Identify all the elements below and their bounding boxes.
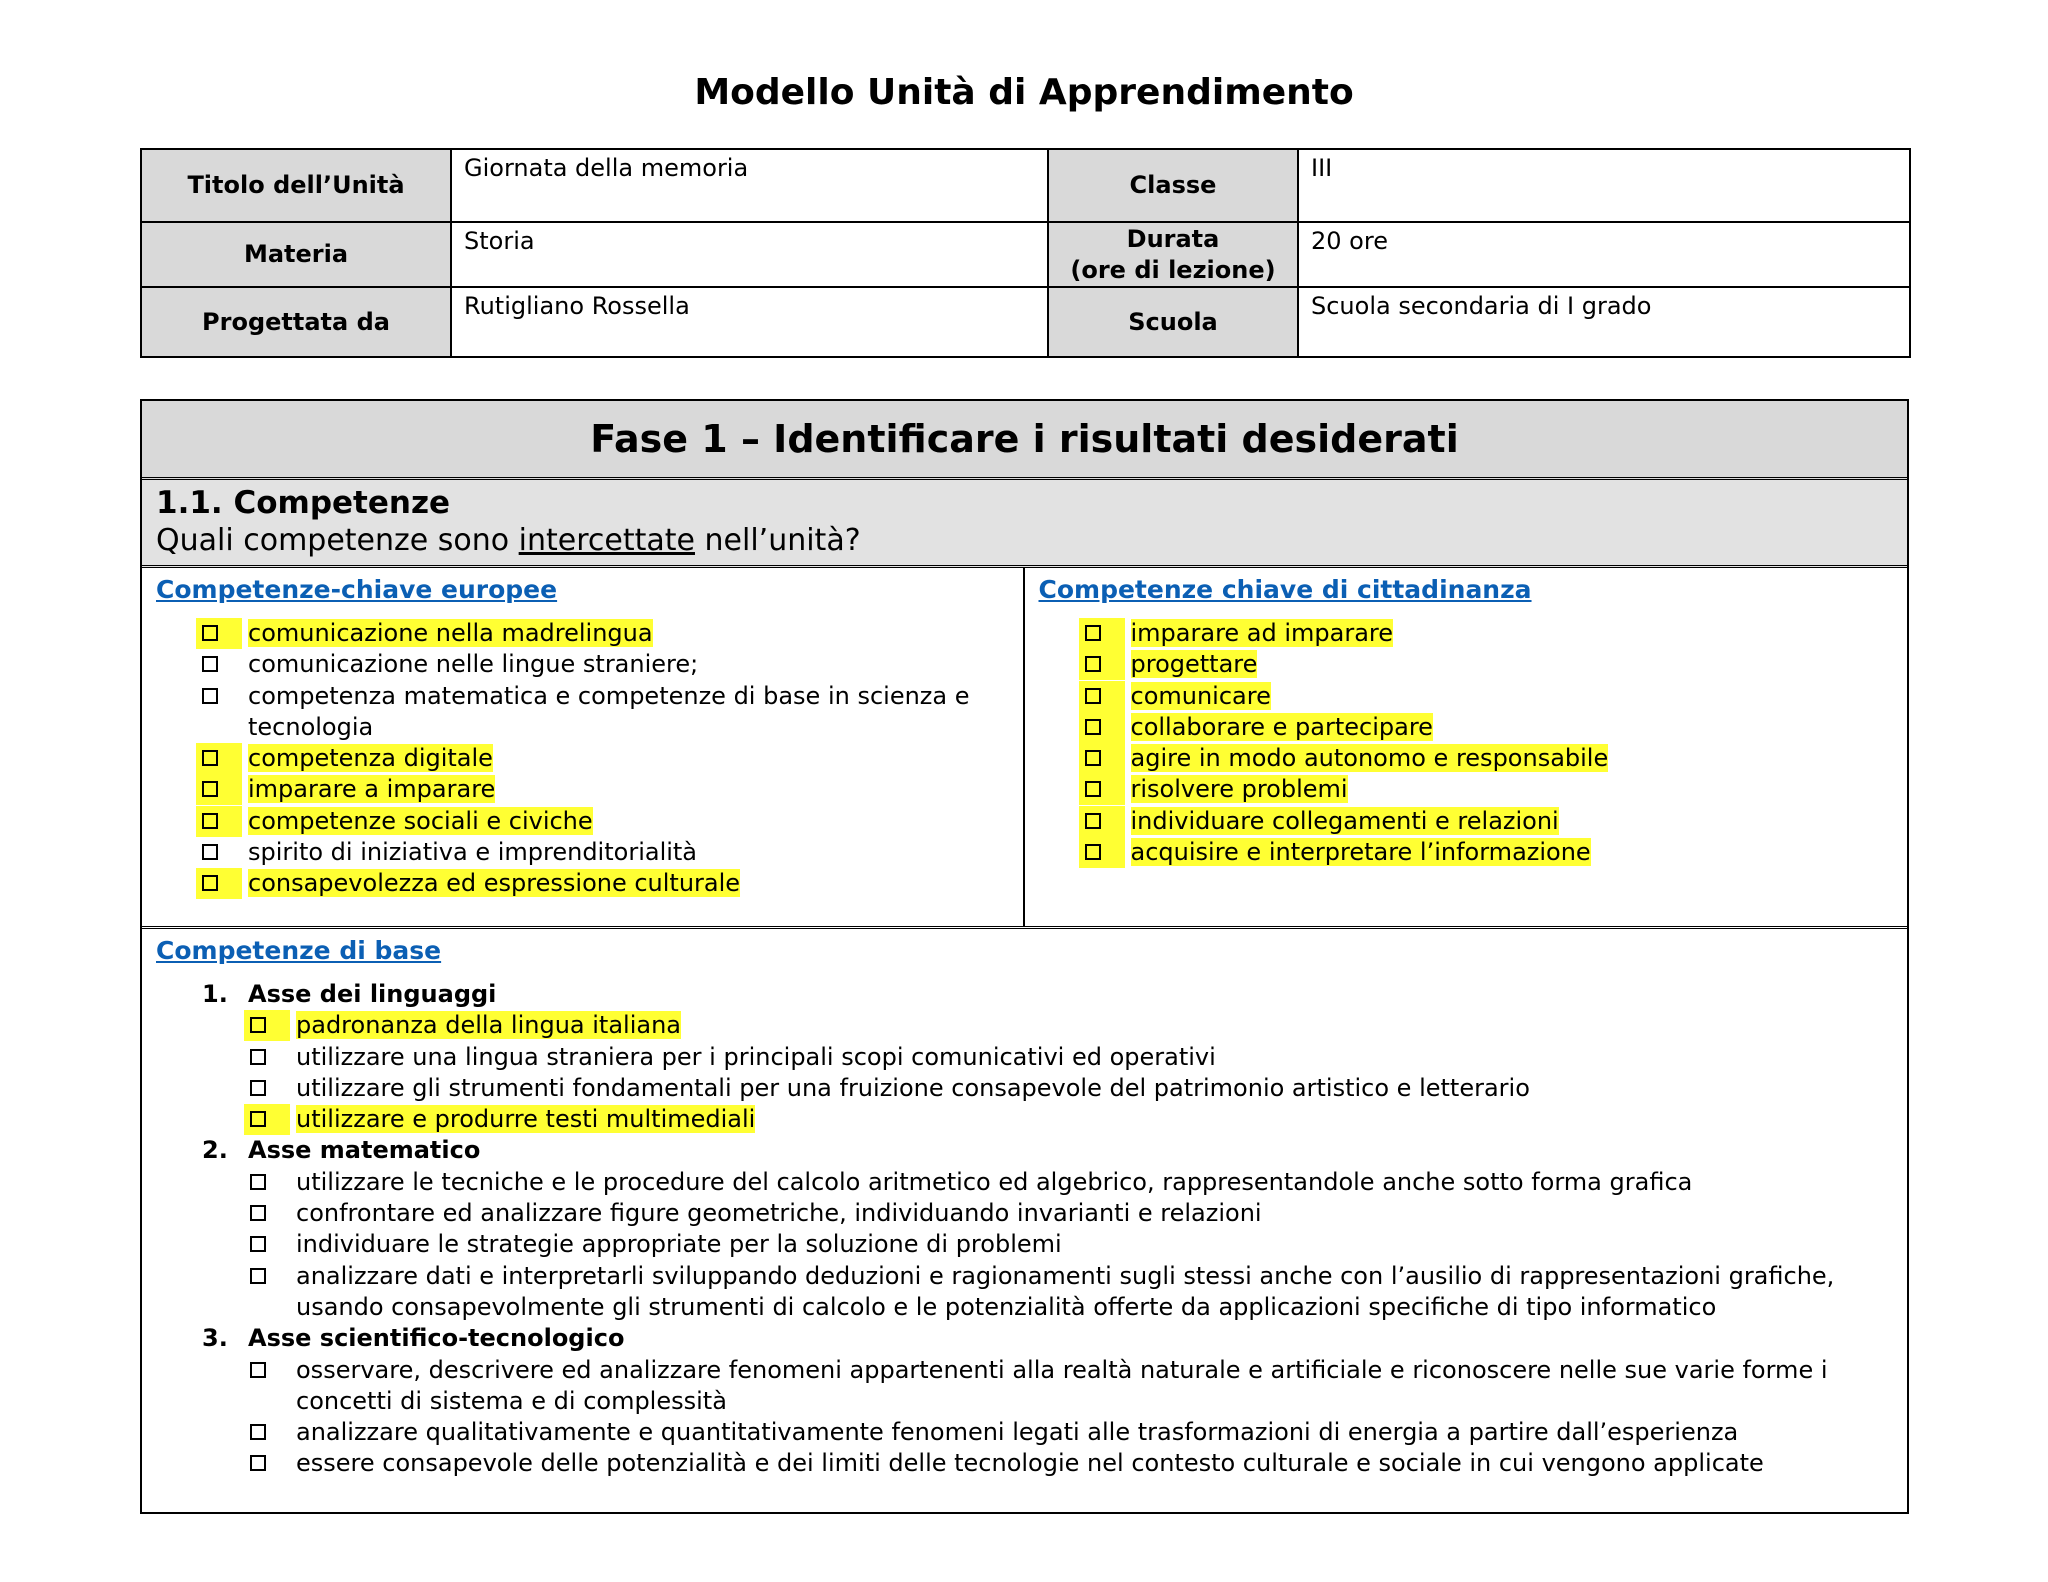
checkbox-item bbox=[250, 1417, 1893, 1448]
cittadinanza-column bbox=[1025, 568, 1908, 926]
checkbox-icon[interactable] bbox=[1085, 625, 1101, 641]
titolo-value: Giornata della memoria bbox=[451, 149, 1048, 222]
checkbox-icon[interactable] bbox=[202, 875, 218, 891]
checkbox-icon[interactable] bbox=[1085, 813, 1101, 829]
checkbox-icon[interactable] bbox=[202, 688, 218, 704]
axis-title: Asse matematico bbox=[248, 1136, 481, 1165]
checkbox-icon[interactable] bbox=[250, 1362, 266, 1378]
scuola-label: Scuola bbox=[1048, 287, 1298, 357]
document-title: Modello Unità di Apprendimento bbox=[694, 72, 1354, 113]
checkbox-label: comunicare bbox=[1130, 681, 1271, 710]
checkbox-icon[interactable] bbox=[1085, 844, 1101, 860]
checkbox-label: analizzare dati e interpretarli sviluppando deduzioni e ragionamenti sugli stessi anche con l’ausilio di rappresentazioni grafiche, usando consapevolmente gli strumenti di calcolo e le potenzialità offerte da applicazioni specifiche di tipo informatico bbox=[296, 1261, 1835, 1321]
durata-label bbox=[1048, 222, 1298, 287]
classe-value: III bbox=[1298, 149, 1910, 222]
checkbox-label: essere consapevole delle potenzialità e dei limiti delle tecnologie nel contesto culturale e sociale in cui vengono applicate bbox=[296, 1449, 1764, 1478]
checkbox-item bbox=[1085, 774, 1894, 805]
checkbox-label: utilizzare le tecniche e le procedure del calcolo aritmetico ed algebrico, rappresentandole anche sotto forma grafica bbox=[296, 1167, 1693, 1196]
checkbox-label: competenze sociali e civiche bbox=[248, 806, 593, 835]
checkbox-item bbox=[1085, 806, 1894, 837]
checkbox-label: utilizzare gli strumenti fondamentali per una fruizione consapevole del patrimonio artistico e letterario bbox=[296, 1073, 1530, 1102]
checkbox-label: competenza digitale bbox=[248, 744, 493, 773]
checkbox-item bbox=[250, 1355, 1893, 1418]
checkbox-icon[interactable] bbox=[1085, 750, 1101, 766]
checkbox-label: padronanza della lingua italiana bbox=[296, 1011, 682, 1040]
axes-list bbox=[156, 979, 1893, 1480]
checkbox-icon[interactable] bbox=[250, 1174, 266, 1190]
checkbox-icon[interactable] bbox=[250, 1455, 266, 1471]
checkbox-item bbox=[250, 1042, 1893, 1073]
checkbox-label: individuare le strategie appropriate per la soluzione di problemi bbox=[296, 1230, 1062, 1259]
scuola-value: Scuola secondaria di I grado bbox=[1298, 287, 1910, 357]
checkbox-label: utilizzare e produrre testi multimediali bbox=[296, 1105, 756, 1134]
fase-title: Fase 1 – Identificare i risultati desiderati bbox=[142, 401, 1907, 480]
checkbox-item bbox=[1085, 743, 1894, 774]
classe-label: Classe bbox=[1048, 149, 1298, 222]
checkbox-icon[interactable] bbox=[202, 844, 218, 860]
axis-sublist bbox=[202, 1010, 1893, 1135]
checkbox-item bbox=[1085, 618, 1894, 649]
axis-number: 2. bbox=[202, 1136, 228, 1165]
competenze-question bbox=[156, 522, 1893, 560]
checkbox-icon[interactable] bbox=[1085, 781, 1101, 797]
checkbox-label: spirito di iniziativa e imprenditorialità bbox=[248, 838, 698, 867]
cittadinanza-list bbox=[1039, 618, 1894, 868]
checkbox-item bbox=[1085, 681, 1894, 712]
checkbox-item bbox=[250, 1073, 1893, 1104]
checkbox-label: osservare, descrivere ed analizzare fenomeni appartenenti alla realtà naturale e artificiale e riconoscere nelle sue varie forme i concetti di sistema e di complessità bbox=[296, 1355, 1828, 1415]
competenze-chiave-row bbox=[142, 568, 1907, 929]
checkbox-icon[interactable] bbox=[250, 1080, 266, 1096]
checkbox-label: risolvere problemi bbox=[1130, 775, 1348, 804]
checkbox-item bbox=[202, 618, 1009, 649]
question-after: nell’unità? bbox=[694, 523, 861, 558]
materia-label: Materia bbox=[141, 222, 451, 287]
axis-title: Asse scientifico-tecnologico bbox=[248, 1324, 625, 1353]
checkbox-label: progettare bbox=[1130, 650, 1258, 679]
checkbox-icon[interactable] bbox=[202, 813, 218, 829]
checkbox-item bbox=[202, 868, 1009, 899]
axis-item bbox=[202, 979, 1893, 1135]
checkbox-item bbox=[1085, 837, 1894, 868]
checkbox-label: comunicazione nella madrelingua bbox=[248, 619, 653, 647]
unit-info-table bbox=[140, 148, 1911, 358]
durata-value: 20 ore bbox=[1298, 222, 1910, 287]
checkbox-icon[interactable] bbox=[1085, 719, 1101, 735]
base-title[interactable]: Competenze di base bbox=[156, 936, 442, 965]
checkbox-label: utilizzare una lingua straniera per i principali scopi comunicativi ed operativi bbox=[296, 1042, 1216, 1071]
checkbox-item bbox=[250, 1229, 1893, 1260]
checkbox-item bbox=[250, 1448, 1893, 1479]
axis-number: 1. bbox=[202, 980, 228, 1008]
checkbox-item bbox=[1085, 649, 1894, 680]
cittadinanza-title[interactable]: Competenze chiave di cittadinanza bbox=[1038, 575, 1532, 604]
checkbox-item bbox=[202, 806, 1009, 837]
checkbox-label: confrontare ed analizzare figure geometriche, individuando invarianti e relazioni bbox=[296, 1199, 1262, 1228]
checkbox-icon[interactable] bbox=[250, 1205, 266, 1221]
checkbox-label: consapevolezza ed espressione culturale bbox=[248, 869, 741, 898]
competenze-base-section bbox=[142, 929, 1907, 1486]
durata-label-line2: (ore di lezione) bbox=[1070, 255, 1276, 284]
checkbox-icon[interactable] bbox=[250, 1111, 266, 1127]
checkbox-item bbox=[202, 837, 1009, 868]
checkbox-icon[interactable] bbox=[202, 750, 218, 766]
checkbox-item bbox=[202, 774, 1009, 805]
checkbox-icon[interactable] bbox=[1085, 688, 1101, 704]
checkbox-item bbox=[202, 649, 1009, 680]
fase-frame bbox=[140, 399, 1909, 1514]
checkbox-label: acquisire e interpretare l’informazione bbox=[1130, 838, 1591, 867]
checkbox-label: analizzare qualitativamente e quantitativamente fenomeni legati alle trasformazioni di energia a partire dall’esperienza bbox=[296, 1418, 1739, 1447]
checkbox-label: agire in modo autonomo e responsabile bbox=[1130, 744, 1609, 773]
checkbox-icon[interactable] bbox=[202, 781, 218, 797]
axis-title: Asse dei linguaggi bbox=[248, 980, 497, 1008]
europee-title[interactable]: Competenze-chiave europee bbox=[156, 575, 558, 604]
checkbox-icon[interactable] bbox=[250, 1236, 266, 1252]
checkbox-item bbox=[1085, 712, 1894, 743]
europee-list bbox=[156, 618, 1009, 900]
materia-value: Storia bbox=[451, 222, 1048, 287]
checkbox-icon[interactable] bbox=[250, 1268, 266, 1284]
checkbox-label: collaborare e partecipare bbox=[1130, 712, 1433, 741]
checkbox-item bbox=[250, 1010, 1893, 1041]
checkbox-item bbox=[250, 1104, 1893, 1135]
checkbox-label: individuare collegamenti e relazioni bbox=[1130, 806, 1559, 835]
axis-item bbox=[202, 1323, 1893, 1479]
checkbox-icon[interactable] bbox=[250, 1049, 266, 1065]
durata-label-line1: Durata bbox=[1126, 224, 1220, 253]
checkbox-item bbox=[202, 743, 1009, 774]
axis-number: 3. bbox=[202, 1324, 228, 1353]
checkbox-icon[interactable] bbox=[250, 1017, 266, 1033]
progettata-value: Rutigliano Rossella bbox=[451, 287, 1048, 357]
titolo-label: Titolo dell’Unità bbox=[141, 149, 451, 222]
competenze-heading: 1.1. Competenze bbox=[156, 485, 451, 521]
checkbox-item bbox=[250, 1167, 1893, 1198]
axis-sublist bbox=[202, 1355, 1893, 1480]
checkbox-icon[interactable] bbox=[202, 625, 218, 641]
axis-item bbox=[202, 1135, 1893, 1323]
axis-sublist bbox=[202, 1167, 1893, 1323]
checkbox-item bbox=[202, 681, 1009, 744]
question-before: Quali competenze sono bbox=[156, 523, 519, 558]
checkbox-icon[interactable] bbox=[202, 656, 218, 672]
checkbox-icon[interactable] bbox=[1085, 656, 1101, 672]
question-underlined: intercettate bbox=[518, 523, 695, 558]
checkbox-item bbox=[250, 1261, 1893, 1324]
checkbox-label: imparare ad imparare bbox=[1130, 619, 1394, 647]
checkbox-icon[interactable] bbox=[250, 1424, 266, 1440]
competenze-header bbox=[142, 480, 1907, 568]
checkbox-label: imparare a imparare bbox=[248, 775, 496, 804]
checkbox-label: competenza matematica e competenze di base in scienza e tecnologia bbox=[248, 681, 970, 741]
checkbox-label: comunicazione nelle lingue straniere; bbox=[248, 650, 699, 679]
progettata-label: Progettata da bbox=[141, 287, 451, 357]
europee-column bbox=[142, 568, 1025, 926]
checkbox-item bbox=[250, 1198, 1893, 1229]
